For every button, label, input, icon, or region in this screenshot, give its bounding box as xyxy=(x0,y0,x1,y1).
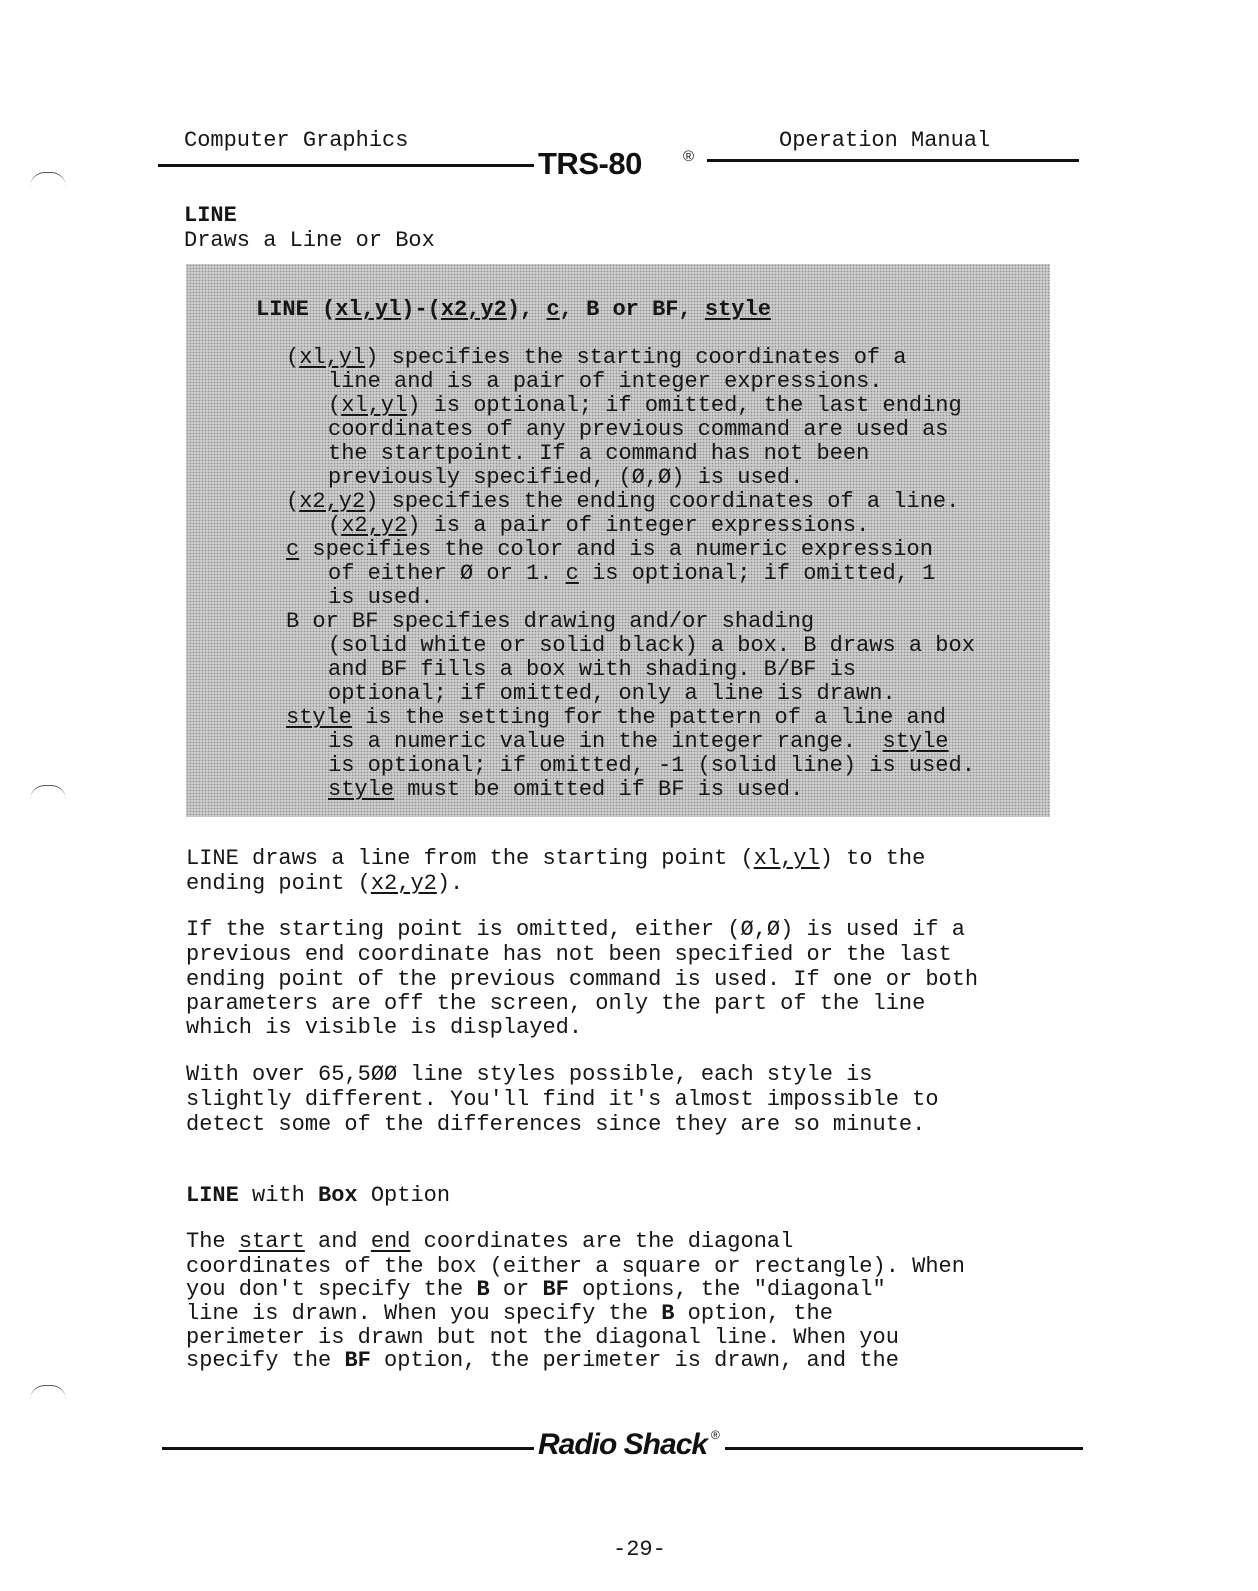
paragraph-line: previous end coordinate has not been specified or the last xyxy=(186,942,952,967)
param-text: coordinates of any previous command are used as xyxy=(328,417,949,442)
param-style: style is the setting for the pattern of a line and xyxy=(286,705,947,730)
margin-mark xyxy=(30,785,66,800)
param-c: c specifies the color and is a numeric expression xyxy=(286,537,933,562)
paragraph-line: If the starting point is omitted, either (Ø,Ø) is used if a xyxy=(186,917,965,942)
param-text: (xl,yl) is optional; if omitted, the last ending xyxy=(328,393,962,418)
paragraph-line: you don't specify the B or BF options, the "diagonal" xyxy=(186,1277,886,1302)
paragraph-line: The start and end coordinates are the diagonal xyxy=(186,1229,794,1254)
param-text: style must be omitted if BF is used. xyxy=(328,777,804,802)
section-title: LINE xyxy=(184,203,237,228)
param-text: (x2,y2) is a pair of integer expressions. xyxy=(328,513,870,538)
syntax-box xyxy=(186,264,1050,817)
param-text: and BF fills a box with shading. B/BF is xyxy=(328,657,857,682)
brand-logo: TRS-80 xyxy=(538,146,642,181)
footer-rule-left xyxy=(162,1447,534,1450)
param-text: is used. xyxy=(328,585,434,610)
header-rule-left xyxy=(158,164,534,167)
param-text: (solid white or solid black) a box. B draws a box xyxy=(328,633,975,658)
header-rule-right xyxy=(707,159,1079,162)
header-right-title: Operation Manual xyxy=(779,128,991,153)
logo-registered-mark: ® xyxy=(711,1428,720,1442)
syntax-line: LINE (xl,yl)-(x2,y2), c, B or BF, style xyxy=(256,297,771,322)
param-text: the startpoint. If a command has not been xyxy=(328,441,870,466)
param-bbf: B or BF specifies drawing and/or shading xyxy=(286,609,815,634)
paragraph-line: slightly different. You'll find it's almost impossible to xyxy=(186,1087,939,1112)
page-number: -29- xyxy=(613,1537,666,1562)
margin-mark xyxy=(30,172,66,187)
brand-registered-mark: ® xyxy=(683,148,695,165)
radio-shack-logo: Radio Shack xyxy=(538,1428,708,1461)
header-left-title: Computer Graphics xyxy=(184,128,409,153)
paragraph-line: LINE draws a line from the starting point (xl,yl) to the xyxy=(186,846,926,871)
paragraph-line: perimeter is drawn but not the diagonal line. When you xyxy=(186,1325,899,1350)
param-xy2: (x2,y2) specifies the ending coordinates of a line. xyxy=(286,489,960,514)
paragraph-line: line is drawn. When you specify the B option, the xyxy=(186,1301,833,1326)
param-text: optional; if omitted, only a line is drawn. xyxy=(328,681,896,706)
subsection-heading: LINE with Box Option xyxy=(186,1183,451,1208)
margin-mark xyxy=(30,1385,66,1400)
paragraph-line: With over 65,5ØØ line styles possible, each style is xyxy=(186,1062,873,1087)
param-xy1: (xl,yl) specifies the starting coordinates of a xyxy=(286,345,907,370)
param-text: of either Ø or 1. c is optional; if omitted, 1 xyxy=(328,561,936,586)
section-subtitle: Draws a Line or Box xyxy=(184,228,435,253)
paragraph-line: ending point of the previous command is used. If one or both xyxy=(186,967,979,992)
paragraph-line: coordinates of the box (either a square or rectangle). When xyxy=(186,1254,965,1279)
param-text: line and is a pair of integer expressions. xyxy=(328,369,883,394)
paragraph-line: specify the BF option, the perimeter is drawn, and the xyxy=(186,1348,899,1373)
param-text: is a numeric value in the integer range. style xyxy=(328,729,949,754)
paragraph-line: parameters are off the screen, only the part of the line xyxy=(186,991,926,1016)
param-text: previously specified, (Ø,Ø) is used. xyxy=(328,465,804,490)
param-text: is optional; if omitted, -1 (solid line) is used. xyxy=(328,753,975,778)
paragraph-line: detect some of the differences since they are so minute. xyxy=(186,1112,926,1137)
footer-rule-right xyxy=(725,1447,1083,1450)
paragraph-line: ending point (x2,y2). xyxy=(186,871,464,896)
paragraph-line: which is visible is displayed. xyxy=(186,1015,583,1040)
